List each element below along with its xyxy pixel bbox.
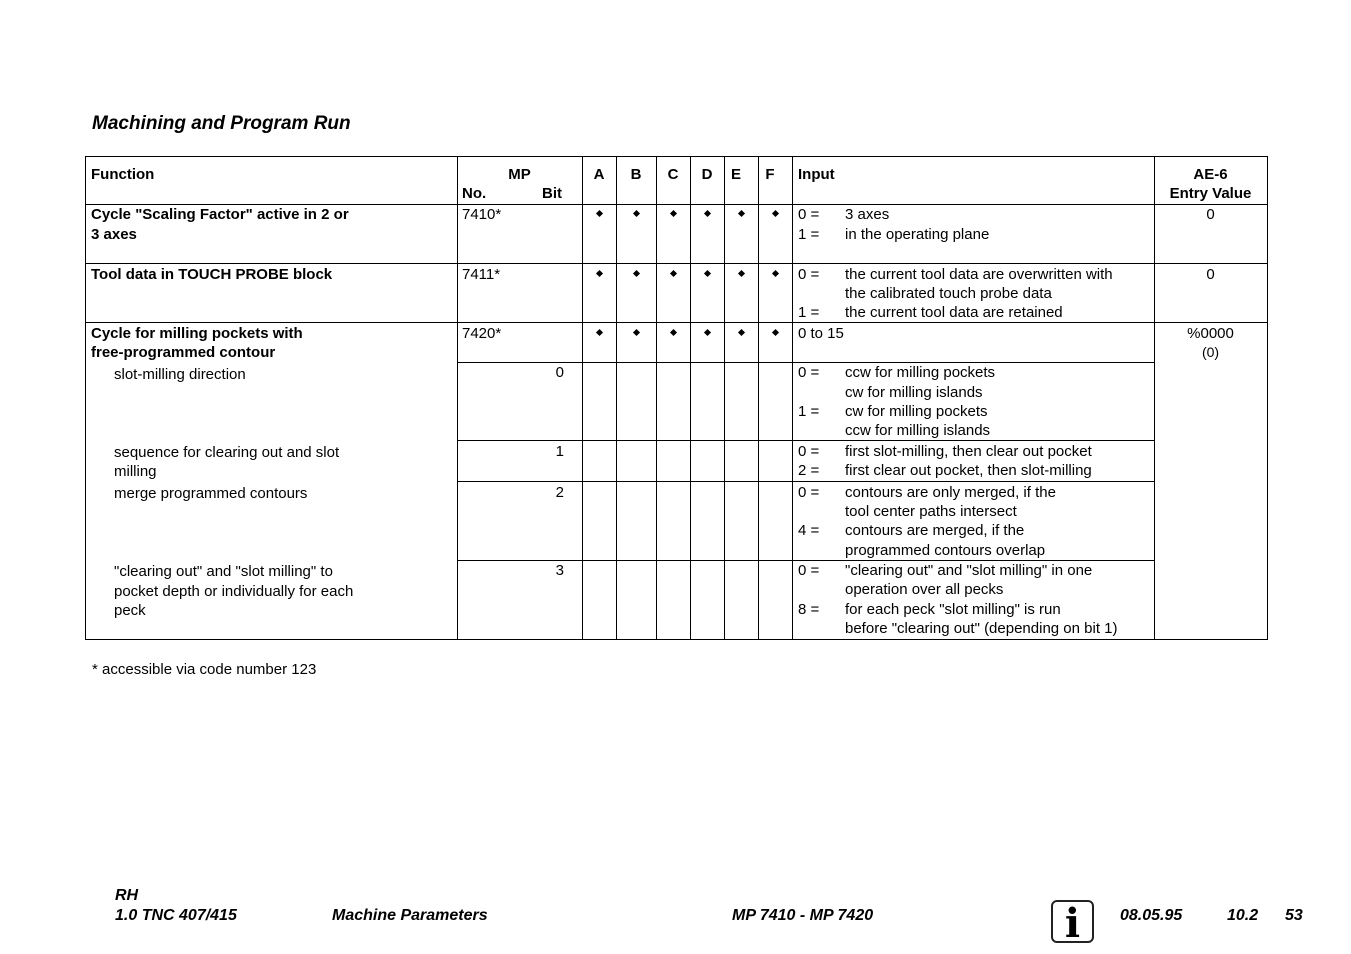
table-rule: [85, 156, 1268, 157]
page-title: Machining and Program Run: [92, 113, 351, 134]
input-desc: first clear out pocket, then slot-milling: [845, 462, 1092, 479]
diamond-icon: [596, 329, 603, 336]
diamond-icon: [596, 270, 603, 277]
footnote: * accessible via code number 123: [92, 661, 317, 678]
input-desc: for each peck "slot milling" is run: [845, 601, 1061, 618]
header-ae6: AE-6: [1193, 166, 1228, 183]
bit-function-label: pocket depth or individually for each: [114, 583, 354, 600]
header-input: Input: [798, 166, 835, 183]
diamond-icon: [633, 210, 640, 217]
bit-function-label: milling: [114, 463, 157, 480]
bit-number: 3: [555, 562, 564, 579]
entry-value: %0000: [1187, 325, 1234, 342]
header-mp: MP: [508, 166, 531, 183]
input-desc: before "clearing out" (depending on bit 1): [845, 620, 1118, 637]
bit-number: 0: [555, 364, 564, 381]
table-rule: [457, 156, 458, 640]
bit-function-label: "clearing out" and "slot milling" to: [114, 563, 333, 580]
diamond-icon: [670, 270, 677, 277]
input-range: 0 to 15: [798, 325, 844, 342]
input-code: 0 =: [798, 562, 820, 579]
table-rule: [1154, 156, 1155, 640]
footer-rh: RH: [115, 887, 139, 904]
table-rule: [690, 156, 691, 640]
table-rule: [656, 156, 657, 640]
input-desc: ccw for milling pockets: [845, 364, 996, 381]
mp-number: 7410*: [462, 206, 502, 223]
diamond-icon: [704, 329, 711, 336]
input-desc: the current tool data are retained: [845, 304, 1063, 321]
table-rule: [85, 263, 1268, 264]
diamond-icon: [738, 270, 745, 277]
input-desc: contours are merged, if the: [845, 522, 1025, 539]
header-col-f: F: [765, 166, 775, 183]
header-bit: Bit: [542, 185, 562, 202]
row-function-label: free-programmed contour: [91, 344, 276, 361]
info-icon: i: [1051, 900, 1094, 943]
row-function-label: 3 axes: [91, 226, 137, 243]
input-desc: operation over all pecks: [845, 581, 1004, 598]
diamond-icon: [670, 329, 677, 336]
input-code: 8 =: [798, 601, 820, 618]
footer-version: 1.0 TNC 407/415: [115, 907, 237, 924]
bit-function-label: merge programmed contours: [114, 485, 308, 502]
input-desc: tool center paths intersect: [845, 503, 1017, 520]
header-col-e: E: [730, 166, 741, 183]
bit-number: 1: [555, 443, 564, 460]
input-desc: the current tool data are overwritten with: [845, 266, 1113, 283]
header-col-c: C: [667, 166, 679, 183]
input-code: 1 =: [798, 226, 820, 243]
input-desc: contours are only merged, if the: [845, 484, 1056, 501]
input-code: 2 =: [798, 462, 820, 479]
footer-chapter: 10.2: [1227, 907, 1259, 924]
input-desc: first slot-milling, then clear out pocket: [845, 443, 1092, 460]
input-desc: the calibrated touch probe data: [845, 285, 1052, 302]
input-desc: cw for milling islands: [845, 384, 983, 401]
row-function-label: Cycle "Scaling Factor" active in 2 or: [91, 206, 349, 223]
input-code: 1 =: [798, 304, 820, 321]
table-rule: [457, 440, 1154, 441]
header-function: Function: [91, 166, 155, 183]
table-rule: [1267, 156, 1268, 640]
table-rule: [457, 481, 1154, 482]
header-col-b: B: [630, 166, 642, 183]
input-code: 0 =: [798, 266, 820, 283]
table-rule: [85, 156, 86, 640]
footer-date: 08.05.95: [1120, 907, 1183, 924]
diamond-icon: [704, 270, 711, 277]
diamond-icon: [738, 210, 745, 217]
bit-function-label: sequence for clearing out and slot: [114, 444, 340, 461]
row-function-label: Tool data in TOUCH PROBE block: [91, 266, 333, 283]
input-desc: 3 axes: [845, 206, 890, 223]
diamond-icon: [772, 329, 779, 336]
table-rule: [616, 156, 617, 640]
row-function-label: Cycle for milling pockets with: [91, 325, 303, 342]
diamond-icon: [738, 329, 745, 336]
input-desc: ccw for milling islands: [845, 422, 991, 439]
input-code: 0 =: [798, 484, 820, 501]
input-code: 1 =: [798, 403, 820, 420]
header-entry-value: Entry Value: [1169, 185, 1252, 202]
header-col-a: A: [593, 166, 605, 183]
table-rule: [85, 322, 1268, 323]
input-code: 0 =: [798, 443, 820, 460]
header-col-d: D: [701, 166, 713, 183]
mp-number: 7420*: [462, 325, 502, 342]
diamond-icon: [704, 210, 711, 217]
bit-function-label: peck: [114, 602, 146, 619]
table-rule: [85, 639, 1268, 640]
input-code: 0 =: [798, 206, 820, 223]
header-no: No.: [462, 185, 487, 202]
input-code: 0 =: [798, 364, 820, 381]
table-rule: [758, 156, 759, 640]
entry-value: 0: [1206, 266, 1215, 283]
diamond-icon: [633, 270, 640, 277]
diamond-icon: [596, 210, 603, 217]
input-code: 4 =: [798, 522, 820, 539]
input-desc: cw for milling pockets: [845, 403, 988, 420]
input-desc: in the operating plane: [845, 226, 990, 243]
diamond-icon: [772, 270, 779, 277]
bit-number: 2: [555, 484, 564, 501]
footer-page-number: 53: [1285, 907, 1303, 924]
diamond-icon: [633, 329, 640, 336]
diamond-icon: [772, 210, 779, 217]
input-desc: "clearing out" and "slot milling" in one: [845, 562, 1093, 579]
footer-section: Machine Parameters: [332, 907, 488, 924]
footer-range: MP 7410 - MP 7420: [732, 907, 874, 924]
table-rule: [792, 156, 793, 640]
entry-value: 0: [1206, 206, 1215, 223]
table-rule: [582, 156, 583, 640]
table-rule: [724, 156, 725, 640]
diamond-icon: [670, 210, 677, 217]
input-desc: programmed contours overlap: [845, 542, 1046, 559]
bit-function-label: slot-milling direction: [114, 366, 246, 383]
entry-value-decimal: (0): [1201, 344, 1220, 360]
mp-number: 7411*: [462, 266, 501, 283]
